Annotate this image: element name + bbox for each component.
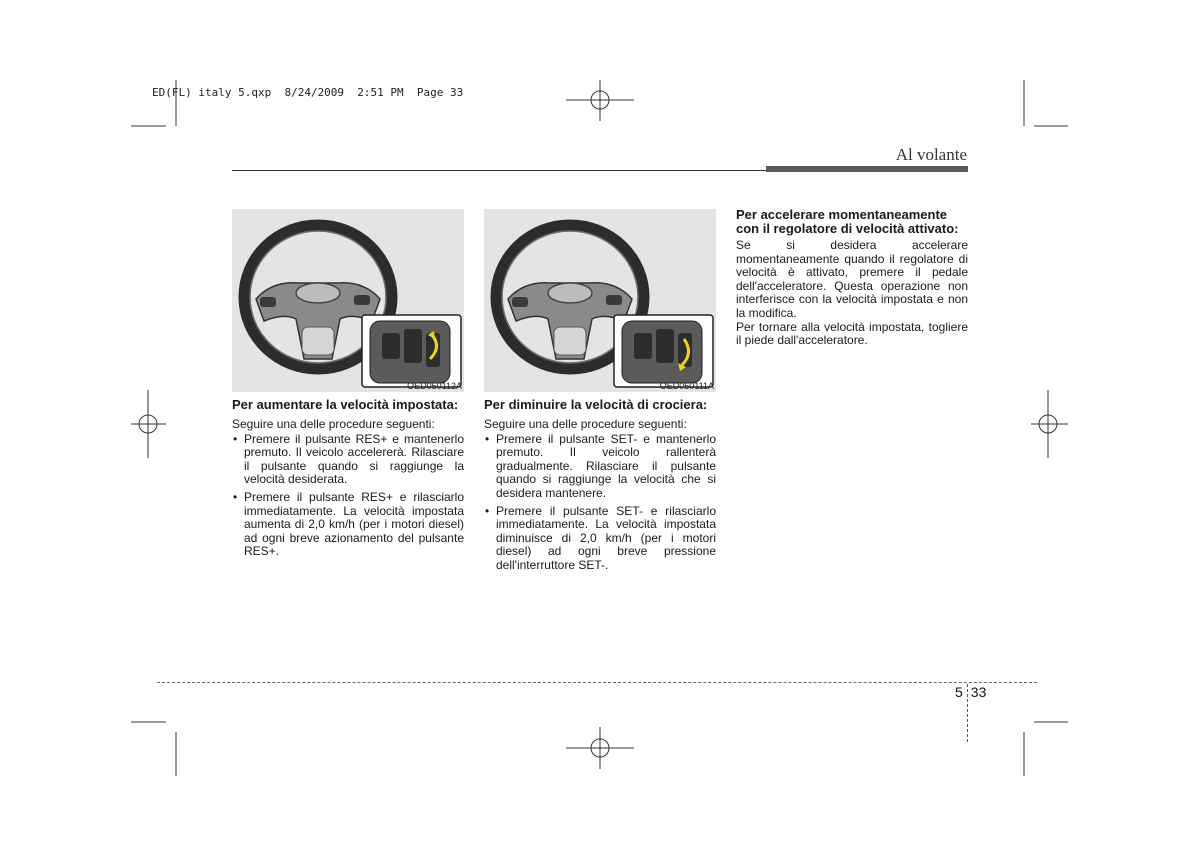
steering-wheel-res-plus-icon <box>232 209 464 392</box>
list-item: • Premere il pulsante RES+ e rilasciarlo immediatamente. La velocità impostata aumenta di 2,0 km/h (per i motori diesel) ad ogni breve azionamento del pulsante RES+. <box>232 491 464 559</box>
steering-wheel-set-minus-icon <box>484 209 716 392</box>
figure-steering-wheel-set <box>484 209 716 392</box>
registration-mark-right <box>1031 390 1068 458</box>
procedure-list <box>484 433 716 573</box>
column-decrease-speed <box>484 398 716 577</box>
procedure-list <box>232 433 464 559</box>
header-rule-accent <box>766 166 968 172</box>
print-header: ED(FL) italy 5.qxp 8/24/2009 2:51 PM Page 33 <box>152 86 464 99</box>
intro-text: Seguire una delle procedure seguenti: <box>232 417 435 431</box>
list-item: • Premere il pulsante RES+ e mantenerlo premuto. Il veicolo accelererà. Rilasciare il pulsante quando si raggiunge la velocità desiderata. <box>232 433 464 487</box>
figure-code: OED050112A <box>407 381 462 391</box>
footer-rule <box>157 682 1037 683</box>
page-number-value: 33 <box>970 684 987 700</box>
heading-increase-speed: Per aumentare la velocità impostata: <box>232 397 459 412</box>
paragraph: Per tornare alla velocità impostata, togliere il piede dall'acceleratore. <box>736 319 968 348</box>
registration-mark-bottom <box>566 727 634 769</box>
paragraph: Se si desidera accelerare momentaneamente quando il regolatore di velocità è attivato, premere il pedale dell'acceleratore. Questa operazione non interferisce con la velocità impostata e non la modifica. <box>736 238 968 320</box>
list-item: • Premere il pulsante SET- e mantenerlo premuto. Il veicolo rallenterà gradualmente. Rilasciare il pulsante quando si raggiunge la velocità che si desidera mantenere. <box>484 433 716 501</box>
column-momentary-acceleration <box>736 208 968 348</box>
figure-steering-wheel-res <box>232 209 464 392</box>
chapter-number: 5 <box>955 684 963 700</box>
figure-code: OED050111A <box>659 381 714 391</box>
heading-momentary-acceleration: Per accelerare momentaneamente con il regolatore di velocità attivato: <box>736 207 959 236</box>
list-item: • Premere il pulsante SET- e rilasciarlo immediatamente. La velocità impostata diminuisce di 2,0 km/h (per i motori diesel) ad ogni breve pressione dell'interruttore SET-. <box>484 505 716 573</box>
registration-mark-top <box>566 80 634 121</box>
column-increase-speed <box>232 398 464 563</box>
registration-mark-left <box>131 390 166 458</box>
intro-text: Seguire una delle procedure seguenti: <box>484 417 687 431</box>
heading-decrease-speed: Per diminuire la velocità di crociera: <box>484 397 708 412</box>
section-title: Al volante <box>895 145 967 164</box>
page-number <box>955 684 986 700</box>
